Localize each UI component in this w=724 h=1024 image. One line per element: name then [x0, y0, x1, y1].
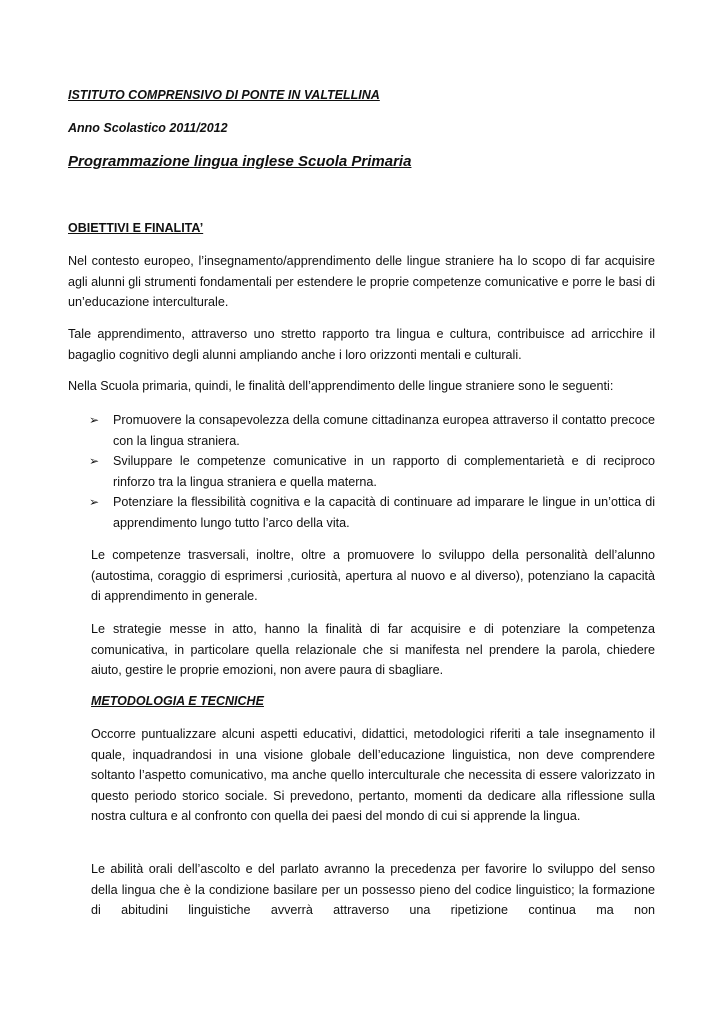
- arrow-bullet-icon: ➢: [89, 413, 100, 427]
- list-item-text: Promuovere la consapevolezza della comune cittadinanza europea attraverso il contatto precoce con la lingua straniera.: [113, 413, 655, 448]
- school-year: Anno Scolastico 2011/2012: [68, 121, 228, 135]
- paragraph: Le competenze trasversali, inoltre, oltre a promuovere lo sviluppo della personalità dell’alunno (autostima, coraggio di esprimersi ,curiosità, apertura al nuovo e al diverso), potenziano la capacità di apprendimento in generale.: [91, 548, 655, 604]
- document-title: Programmazione lingua inglese Scuola Primaria: [68, 153, 412, 170]
- school-name: ISTITUTO COMPRENSIVO DI PONTE IN VALTELLINA: [68, 88, 380, 102]
- list-item-text: Potenziare la flessibilità cognitiva e la capacità di continuare ad imparare le lingue in un’ottica di apprendimento lungo tutto l’arco della vita.: [113, 495, 655, 530]
- list-item: [91, 451, 655, 492]
- section-heading-methodology: METODOLOGIA E TECNICHE: [91, 694, 264, 708]
- paragraph: Tale apprendimento, attraverso uno stretto rapporto tra lingua e cultura, contribuisce ad arricchire il bagaglio cognitivo degli alunni ampliando anche i loro orizzonti mentali e culturali.: [68, 327, 655, 362]
- paragraph: Occorre puntualizzare alcuni aspetti educativi, didattici, metodologici riferiti a tale insegnamento il quale, inquadrandosi in una visione globale dell’educazione linguistica, non deve comprendere soltanto l’aspetto comunicativo, ma anche quello interculturale che necessita di essere valorizzato in questo periodo storico sociale. Si prevedono, pertanto, momenti da dedicare alla riflessione sulla nostra cultura e al confronto con quella dei paesi del mondo di cui si apprende la lingua.: [91, 727, 655, 824]
- arrow-bullet-icon: ➢: [89, 454, 100, 469]
- list-item: [91, 492, 655, 533]
- paragraph: Le abilità orali dell’ascolto e del parlato avranno la precedenza per favorire lo sviluppo del senso della lingua che è la condizione basilare per un possesso pieno del codice linguistico; la formazione di abitudini linguistiche avverrà attraverso una ripetizione continua ma non: [91, 862, 655, 918]
- arrow-bullet-icon: ➢: [89, 495, 100, 510]
- paragraph: Le strategie messe in atto, hanno la finalità di far acquisire e di potenziare la competenza comunicativa, in particolare quella relazionale che si manifesta nel prendere la parola, chiedere aiuto, gestire le proprie emozioni, non avere paura di sbagliare.: [91, 622, 655, 678]
- list-item-text: Sviluppare le competenze comunicative in un rapporto di complementarietà e di reciproco rinforzo tra la lingua straniera e quella materna.: [113, 454, 655, 489]
- section-heading-objectives: OBIETTIVI E FINALITA’: [68, 221, 204, 235]
- paragraph: Nella Scuola primaria, quindi, le finalità dell’apprendimento delle lingue straniere sono le seguenti:: [68, 379, 614, 393]
- aims-list: [91, 410, 655, 534]
- list-item: [91, 410, 655, 451]
- paragraph: Nel contesto europeo, l’insegnamento/apprendimento delle lingue straniere ha lo scopo di far acquisire agli alunni gli strumenti fondamentali per estendere le proprie competenze comunicative e porre le basi di un’educazione interculturale.: [68, 254, 655, 310]
